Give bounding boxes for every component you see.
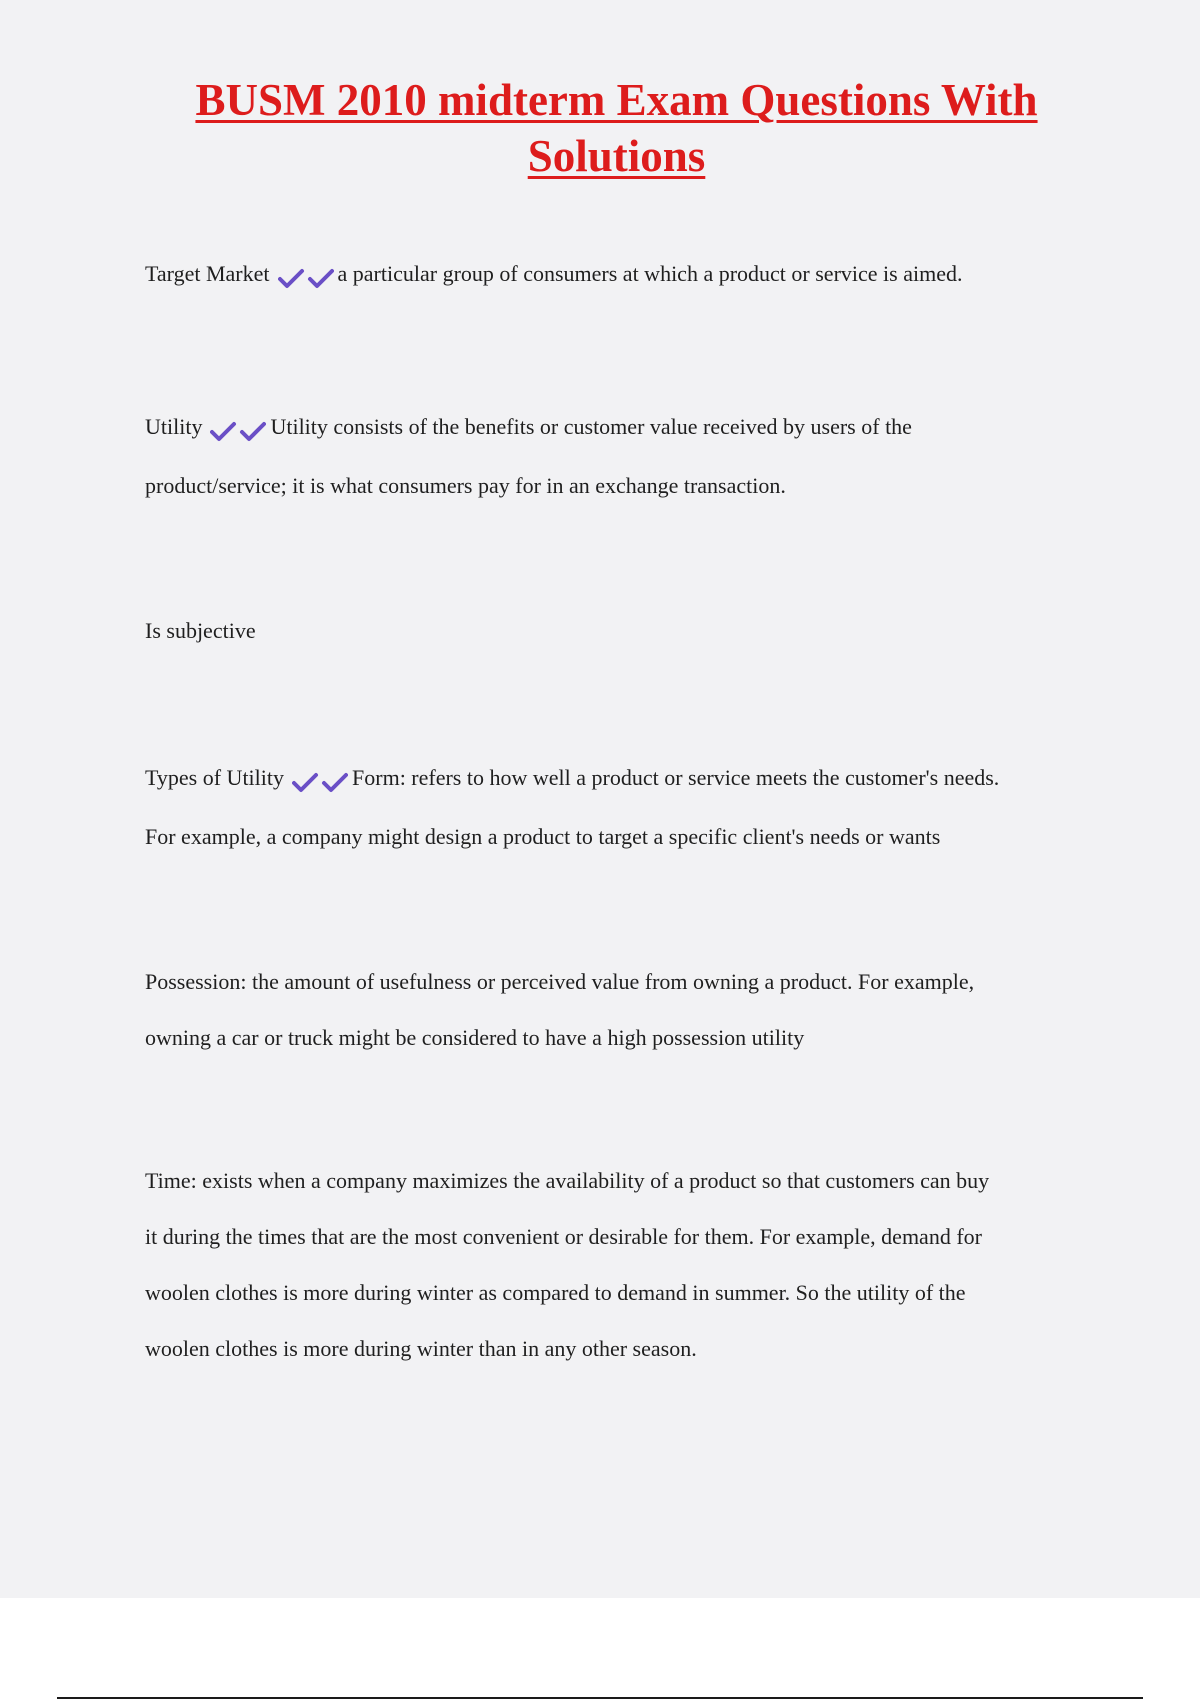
entry-line xyxy=(145,246,1105,305)
double-check-icon xyxy=(210,402,266,458)
entry-line: woolen clothes is more during winter as compared to demand in summer. So the utility of the xyxy=(145,1280,966,1305)
entry-line: Is subjective xyxy=(145,618,256,643)
entry-line: product/service; it is what consumers pay for in an exchange transaction. xyxy=(145,473,786,498)
double-check-icon xyxy=(292,753,348,809)
entry-time xyxy=(145,1153,1105,1377)
double-check-icon xyxy=(278,249,334,305)
entry-line: it during the times that are the most convenient or desirable for them. For example, demand for xyxy=(145,1224,982,1249)
entry-line xyxy=(145,750,1105,809)
entry-possession xyxy=(145,954,1105,1066)
entry-is-subjective xyxy=(145,603,1105,659)
entry-line: Possession: the amount of usefulness or perceived value from owning a product. For example, xyxy=(145,969,975,994)
entry-line: For example, a company might design a product to target a specific client's needs or wants xyxy=(145,824,941,849)
entry-types-of-utility xyxy=(145,750,1105,865)
entry-utility xyxy=(145,399,1105,514)
entry-definition: Utility consists of the benefits or customer value received by users of the xyxy=(270,414,912,439)
entry-term: Target Market xyxy=(145,261,270,286)
entry-term: Types of Utility xyxy=(145,765,285,790)
entry-line: Time: exists when a company maximizes the availability of a product so that customers can buy xyxy=(145,1168,990,1193)
entry-definition: Form: refers to how well a product or service meets the customer's needs. xyxy=(352,765,1000,790)
entry-term: Utility xyxy=(145,414,203,439)
entry-line: owning a car or truck might be considered to have a high possession utility xyxy=(145,1025,805,1050)
entry-line xyxy=(145,399,1105,458)
footer-divider xyxy=(57,1697,1143,1699)
document-title xyxy=(120,72,1113,184)
entry-line: woolen clothes is more during winter than in any other season. xyxy=(145,1336,697,1361)
entry-target-market xyxy=(145,246,1105,305)
title-line-2: Solutions xyxy=(527,131,706,181)
entry-definition: a particular group of consumers at which a product or service is aimed. xyxy=(337,261,963,286)
title-line-1: BUSM 2010 midterm Exam Questions With xyxy=(195,75,1038,125)
